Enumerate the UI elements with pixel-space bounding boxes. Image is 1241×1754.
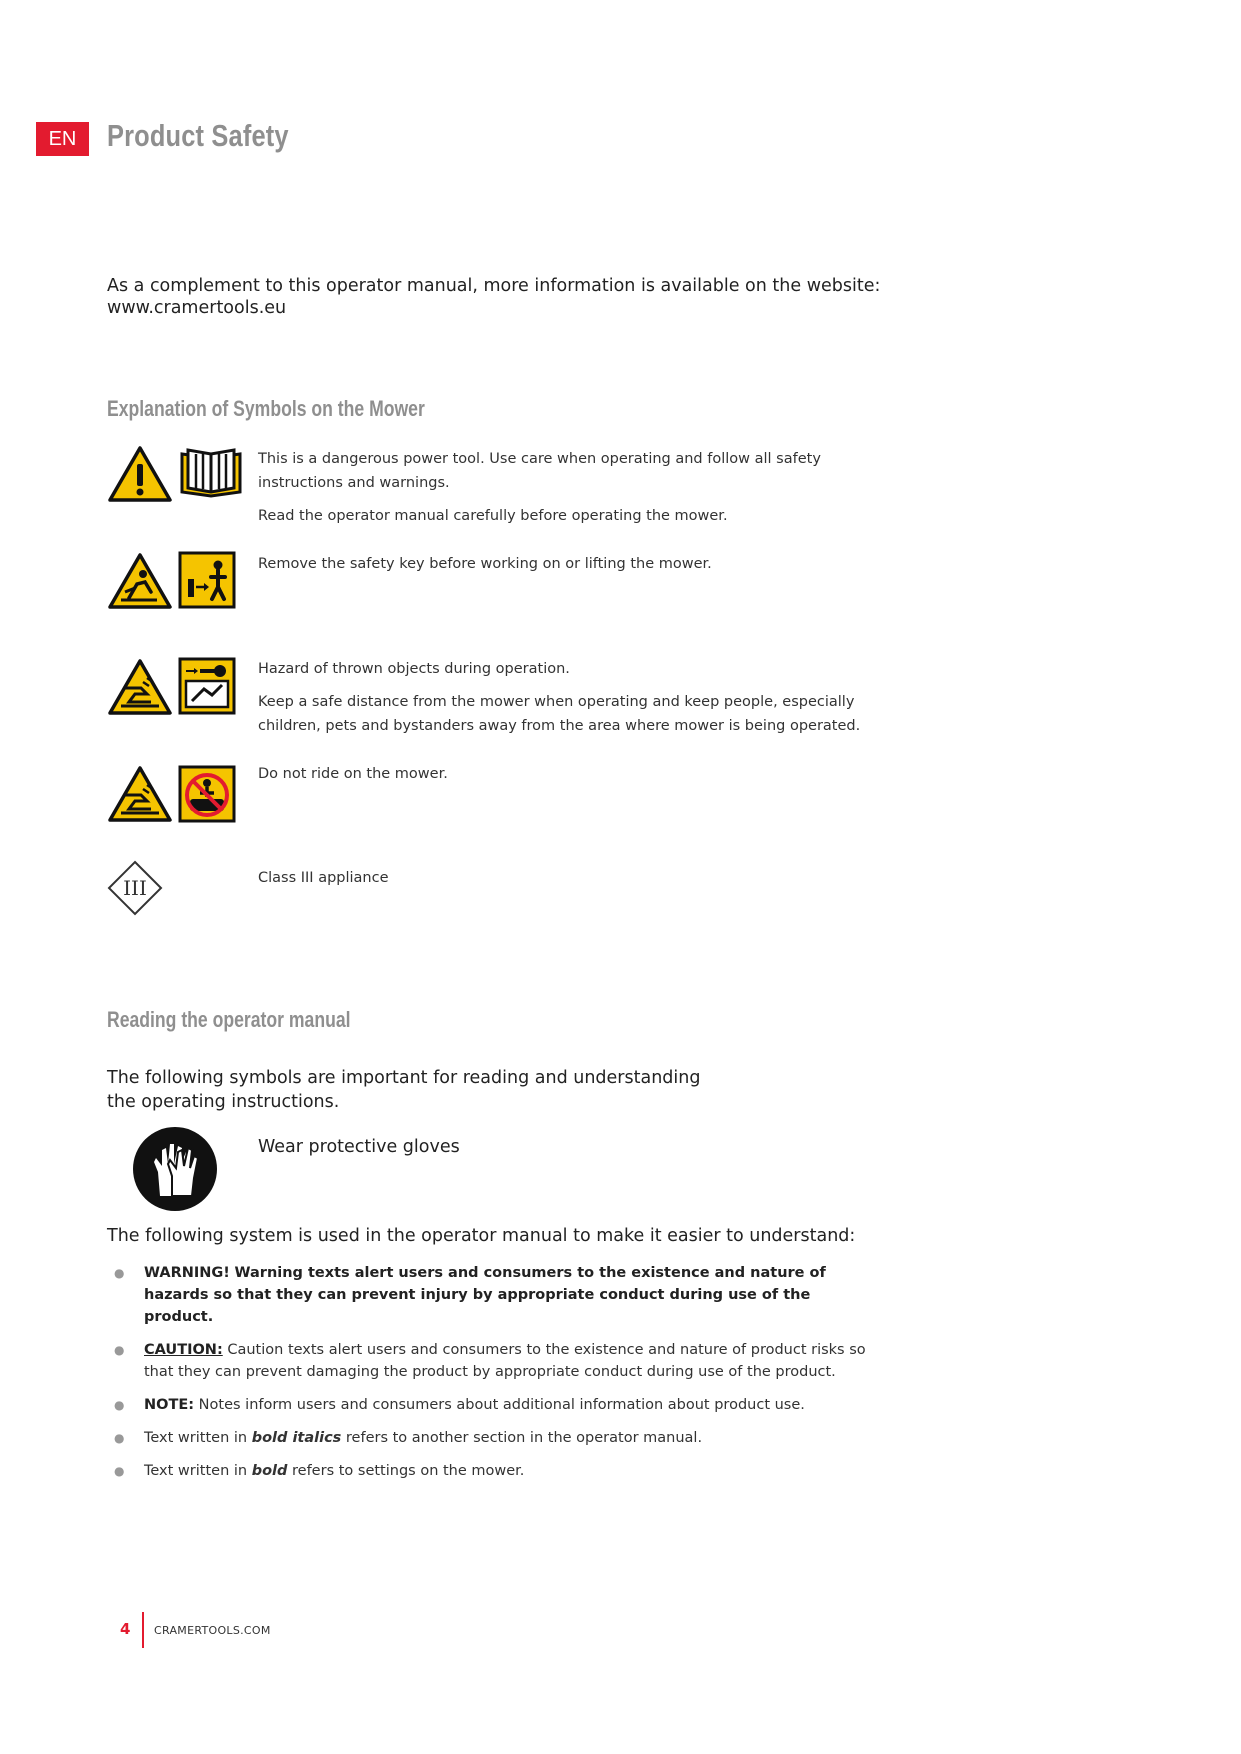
language-badge: EN <box>36 122 89 156</box>
bullet-icon: ● <box>114 1431 125 1445</box>
keep-distance-key-icon <box>178 657 236 715</box>
convention-post: refers to another section in the operator manual. <box>345 1430 703 1446</box>
website-link[interactable]: www.cramertools.eu <box>107 298 287 318</box>
bullet-icon: ● <box>114 1343 125 1357</box>
list-item <box>112 1427 872 1449</box>
symbol-description <box>258 866 868 899</box>
caution-lead: CAUTION: <box>144 1342 223 1358</box>
warning-cut-hazard-icon <box>107 552 173 610</box>
symbol-description <box>258 552 868 585</box>
symbol-description <box>258 657 868 747</box>
bullet-icon: ● <box>114 1464 125 1478</box>
convention-post: refers to settings on the mower. <box>292 1463 525 1479</box>
warning-text: Warning texts alert users and consumers to the existence and nature of hazards so that they can prevent injury by appropriate conduct during use of the product. <box>144 1265 826 1325</box>
symbol-text: Remove the safety key before working on or lifting the mower. <box>258 556 712 572</box>
note-lead: NOTE: <box>144 1397 195 1413</box>
symbol-text: Class III appliance <box>258 870 389 886</box>
symbol-text: Do not ride on the mower. <box>258 766 448 782</box>
page-number: 4 <box>120 1620 131 1638</box>
bullet-icon: ● <box>114 1266 125 1280</box>
reading-intro-text <box>107 1066 807 1114</box>
symbol-description <box>258 762 868 795</box>
convention-pre: Text written in <box>144 1463 248 1479</box>
symbol-description <box>258 447 868 537</box>
list-item <box>112 1262 872 1328</box>
list-item <box>112 1460 872 1482</box>
list-item <box>112 1339 872 1383</box>
reading-intro-line: The following symbols are important for reading and understanding <box>107 1068 701 1088</box>
symbols-section-title: Explanation of Symbols on the Mower <box>107 396 425 421</box>
caution-text: Caution texts alert users and consumers to the existence and nature of product risks so that they can prevent damaging the product by appropriate conduct during use of the product. <box>144 1342 866 1380</box>
reading-intro-line: the operating instructions. <box>107 1092 340 1112</box>
convention-emph: bold <box>251 1463 288 1479</box>
warning-thrown-objects-icon <box>107 658 173 716</box>
bullet-icon: ● <box>114 1398 125 1412</box>
no-riding-icon <box>178 765 236 823</box>
footer-site-link[interactable]: CRAMERTOOLS.COM <box>154 1624 271 1637</box>
note-text: Notes inform users and consumers about additional information about product use. <box>198 1397 805 1413</box>
gloves-label: Wear protective gloves <box>258 1137 460 1157</box>
symbol-text: This is a dangerous power tool. Use care when operating and follow all safety instructions and warnings. <box>258 451 821 491</box>
class-iii-appliance-icon <box>107 860 163 916</box>
intro-text <box>107 275 927 319</box>
protective-gloves-icon <box>132 1126 218 1212</box>
warning-thrown-objects-icon <box>107 765 173 823</box>
notes-list <box>112 1262 872 1493</box>
page-title: Product Safety <box>107 118 289 153</box>
convention-emph: bold italics <box>251 1430 342 1446</box>
operator-manual-book-icon <box>178 446 244 498</box>
remove-safety-key-icon <box>178 551 236 609</box>
list-item <box>112 1394 872 1416</box>
symbol-text: Hazard of thrown objects during operation. <box>258 661 570 677</box>
symbol-text: Keep a safe distance from the mower when operating and keep people, especially children, pets and bystanders away from the area where mower is being operated. <box>258 694 861 734</box>
reading-section-title: Reading the operator manual <box>107 1007 351 1032</box>
system-intro-text: The following system is used in the operator manual to make it easier to understand: <box>107 1226 856 1246</box>
convention-pre: Text written in <box>144 1430 248 1446</box>
class-iii-roman-numeral: III <box>123 876 147 900</box>
intro-line: As a complement to this operator manual, more information is available on the website: <box>107 276 881 296</box>
footer-divider <box>142 1612 144 1648</box>
symbol-text: Read the operator manual carefully before operating the mower. <box>258 508 728 524</box>
warning-lead: WARNING! <box>144 1265 230 1281</box>
warning-exclamation-icon <box>107 445 173 503</box>
